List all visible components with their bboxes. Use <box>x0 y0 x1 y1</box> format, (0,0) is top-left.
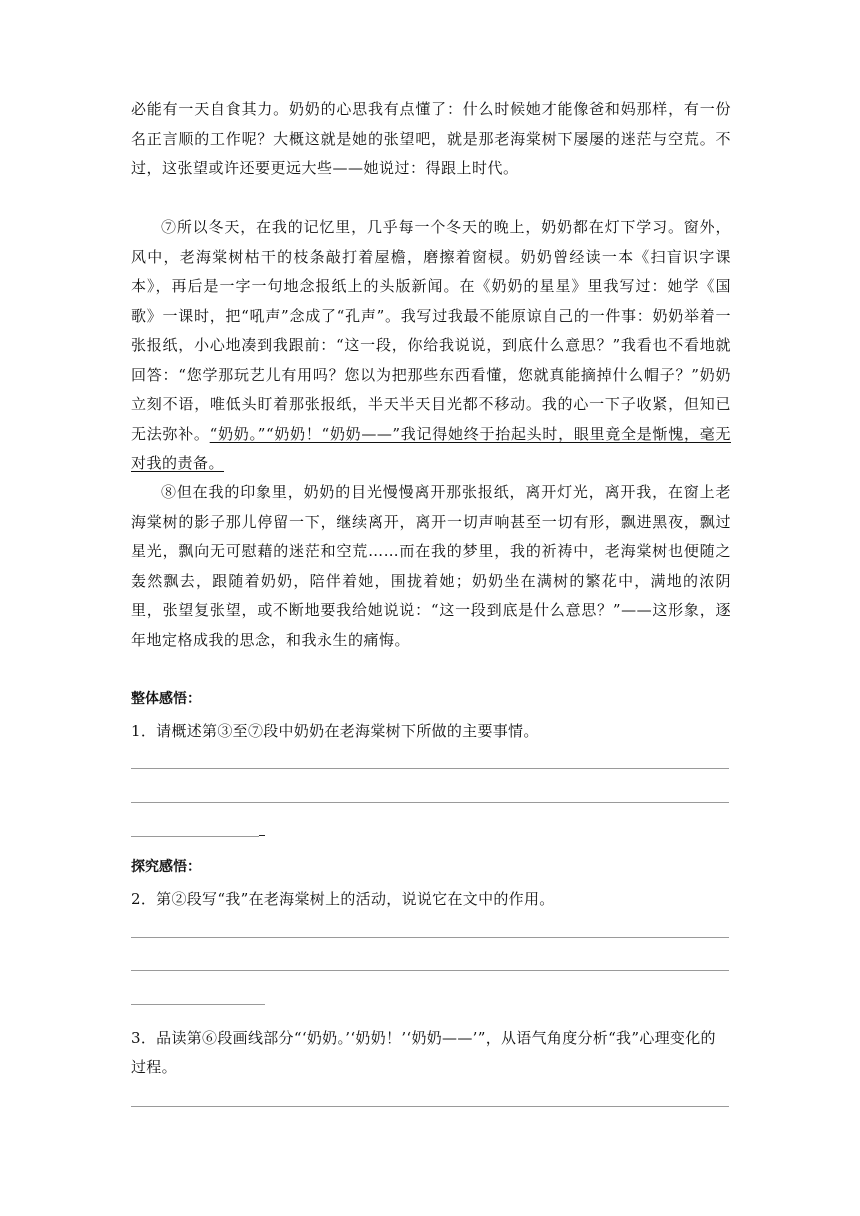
answer-line[interactable] <box>131 1106 729 1107</box>
question-3: 3．品读第⑥段画线部分“‘奶奶。’‘奶奶！’‘奶奶——’”，从语气角度分析“我”心理变化的过程。 <box>131 1029 716 1076</box>
answer-line-end-mark <box>259 835 265 836</box>
answer-line[interactable] <box>131 937 729 938</box>
answer-line[interactable] <box>131 1004 265 1005</box>
question-1: 1．请概述第③至⑦段中奶奶在老海棠树下所做的主要事情。 <box>131 722 539 740</box>
question-2: 2．第②段写“我”在老海棠树上的活动，说说它在文中的作用。 <box>131 890 555 908</box>
passage-paragraph-8: ⑧但在我的印象里，奶奶的目光慢慢离开那张报纸，离开灯光，离开我，在窗上老海棠树的影子那儿停留一下，继续离开，离开一切声响甚至一切有形，飘进黑夜，飘过星光，飘向无可慰藉的迷茫和空荒……而在我的梦里，我的祈祷中，老海棠树也便随之轰然飘去，跟随着奶奶，陪伴着她，围拢着她；奶奶坐在满树的繁花中，满地的浓阴里，张望复张望，或不断地要我给她说说：“这一段到底是什么意思？”——这形象，逐年地定格成我的思念，和我永生的痛悔。 <box>131 483 731 649</box>
paragraph-7-underlined-text: “奶奶。”“奶奶！“奶奶——”我记得她终于抬起头时，眼里竟全是惭愧，毫无对我的责备。 <box>131 424 731 472</box>
paragraph-7-text: ⑦所以冬天，在我的记忆里，几乎每一个冬天的晚上，奶奶都在灯下学习。窗外，风中，老海棠树枯干的枝条敲打着屋檐，磨擦着窗棂。奶奶曾经读一本《扫盲识字课本》，再后是一字一句地念报纸上的头版新闻。在《奶奶的星星》里我写过：她学《国歌》一课时，把“吼声”念成了“孔声”。我写过我最不能原谅自己的一件事：奶奶举着一张报纸，小心地凑到我跟前：“这一段，你给我说说，到底什么意思？”我看也不看地就回答：“您学那玩艺儿有用吗？您以为把那些东西看懂，您就真能摘掉什么帽子？”奶奶立刻不语，唯低头盯着那张报纸，半天半天目光都不移动。我的心一下子收紧，但知已无法弥补。 <box>131 218 731 443</box>
answer-line[interactable] <box>131 802 729 803</box>
answer-line[interactable] <box>131 970 729 971</box>
answer-line[interactable] <box>131 836 259 837</box>
section-heading-overall: 整体感悟： <box>131 691 201 707</box>
section-heading-explore: 探究感悟： <box>131 859 201 875</box>
passage-paragraph-7 <box>131 213 731 479</box>
passage-paragraph-continued: 必能有一天自食其力。奶奶的心思我有点懂了：什么时候她才能像爸和妈那样，有一份名正言顺的工作呢？大概这就是她的张望吧，就是那老海棠树下屡屡的迷茫与空荒。不过，这张望或许还要更远大些——她说过：得跟上时代。 <box>131 100 731 177</box>
answer-line[interactable] <box>131 768 729 769</box>
